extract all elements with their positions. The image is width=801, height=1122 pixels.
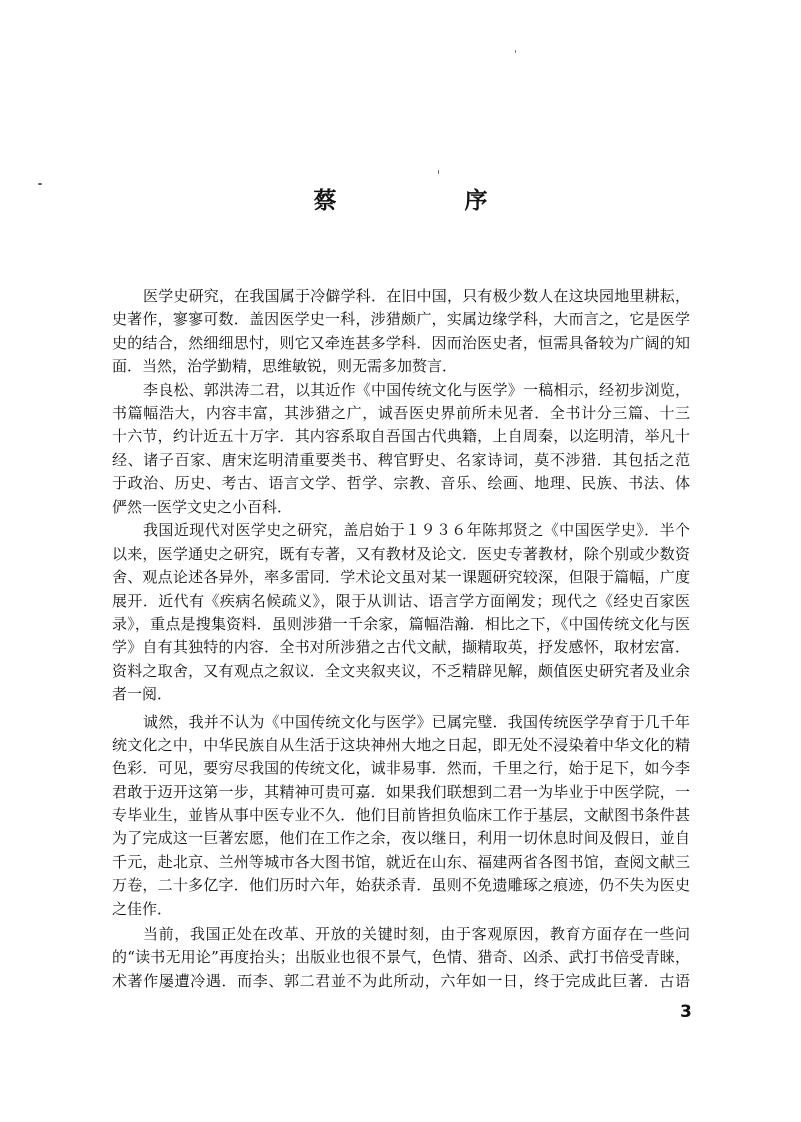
- text-line: 术著作屡遭冷遇．而李、郭二君並不为此所动，六年如一日，终于完成此巨著．古语: [112, 971, 690, 990]
- text-line: 学》自有其独特的内容．全书对所涉猎之古代文献，撷精取英，抒发感怀，取材宏富．: [112, 638, 690, 657]
- text-line: 李良松、郭洪涛二君，以其近作《中国传统文化与医学》一稿相示，经初步浏览，: [143, 380, 690, 399]
- text-line: 史著作，寥寥可数．盖因医学史一科，涉猎颇广，实属边缘学科，大而言之，它是医学: [112, 310, 690, 329]
- text-line: 者一阅．: [112, 685, 173, 704]
- text-line: 展开．近代有《疾病名候疏义》，限于从训诂、语言学方面阐发；现代之《经史百家医: [112, 591, 690, 610]
- text-line: 书篇幅浩大，内容丰富，其涉猎之广，诚吾医史界前所未见者．全书计分三篇、十三: [112, 403, 690, 422]
- page-title: 蔡 序: [313, 187, 548, 214]
- text-line: 录》，重点是搜集资料．虽则涉猎一千余家，篇幅浩瀚．相比之下，《中国传统文化与医: [112, 614, 690, 633]
- text-line: 以来，医学通史之研究，既有专著，又有教材及论文．医史专著教材，除个别或少数资: [112, 544, 690, 563]
- text-line: 资料之取舍，又有观点之叙议．全文夹叙夹议，不乏精辟见解，颇值医史研究者及业余: [112, 661, 690, 680]
- text-line: 诚然，我并不认为《中国传统文化与医学》已属完璧．我国传统医学孕育于几千年: [143, 712, 690, 731]
- page-number: 3: [680, 1002, 692, 1022]
- scan-speck: [438, 170, 439, 174]
- text-line: 千元，赴北京、兰州等城市各大图书馆，就近在山东、福建两省各图书馆，查阅文献三: [112, 852, 690, 871]
- text-line: 当前，我国正处在改革、开放的关键时刻，由于客观原因，教育方面存在一些问: [143, 925, 690, 944]
- text-line: 医学史研究，在我国属于冷僻学科．在旧中国，只有极少数人在这块园地里耕耘，: [143, 287, 690, 305]
- text-line: 于政治、历史、考古、语言文学、哲学、宗教、音乐、绘画、地理、民族、书法、体: [112, 474, 690, 493]
- text-line: 舍、观点论述各异外，率多雷同．学术论文虽对某一课题研究较深，但限于篇幅，广度: [112, 568, 690, 587]
- text-line: 色彩．可见，要穷尽我国的传统文化，诚非易事．然而，千里之行，始于足下，如今李: [112, 759, 690, 778]
- text-line: 俨然一医学文史之小百科．: [112, 497, 293, 516]
- text-line: 我国近现代对医学史之研究，盖启始于１９３６年陈邦贤之《中国医学史》．半个: [143, 521, 690, 540]
- paragraph: [112, 711, 690, 922]
- text-line: 万卷，二十多亿字．他们历时六年，始获杀青．虽则不免遗雕琢之痕迹，仍不失为医史: [112, 876, 690, 895]
- scan-speck: [38, 183, 42, 185]
- text-line: 经、诸子百家、唐宋迄明清重要类书、稗官野史、名家诗词，莫不涉猎．其包括之范: [112, 450, 690, 469]
- text-line: 史的结合，然细细思忖，则它又牵连甚多学科．因而治医史者，恒需具备较为广阔的知: [112, 333, 690, 352]
- paragraph: [112, 923, 690, 993]
- paragraph: [112, 379, 690, 519]
- text-line: 之佳作．: [112, 899, 173, 918]
- text-line: 统文化之中，中华民族自从生活于这块神州大地之日起，即无处不浸染着中华文化的精: [112, 735, 690, 754]
- text-line: 的“读书无用论”再度抬头；出版业也很不景气，色情、猎奇、凶杀、武打书倍受青睐，: [112, 948, 690, 967]
- text-line: 十六节，约计近五十万字．其内容系取自吾国古代典籍，上自周秦，以迄明清，举凡十: [112, 427, 690, 446]
- text-line: 为了完成这一巨著宏愿，他们在工作之余，夜以继日，利用一切休息时间及假日，並自: [112, 829, 690, 848]
- preface-body: [112, 285, 690, 993]
- paragraph: [112, 519, 690, 706]
- text-line: 君敢于迈开这第一步，其精神可贵可嘉．如果我们联想到二君一为毕业于中医学院，一: [112, 782, 690, 801]
- paragraph: [112, 285, 690, 379]
- scan-speck: [515, 50, 516, 53]
- text-line: 专毕业生，並皆从事中医专业不久．他们目前皆担负临床工作于基层，文献图书条件甚: [112, 806, 690, 825]
- text-line: 面．当然，治学勤精，思维敏锐，则无需多加赘言．: [112, 357, 458, 376]
